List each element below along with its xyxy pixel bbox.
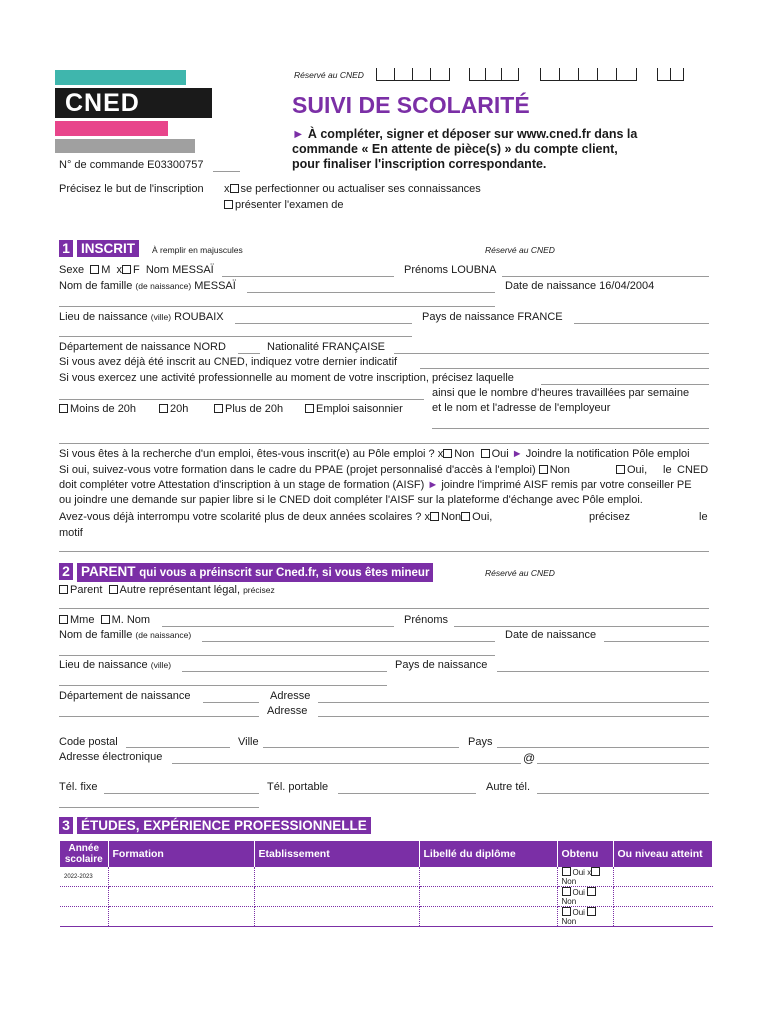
opt-20h-label: 20h bbox=[170, 403, 189, 415]
sexe-f-mark: x bbox=[116, 264, 122, 276]
cell-etablissement[interactable] bbox=[254, 867, 419, 887]
section1-hint: À remplir en majuscules bbox=[152, 245, 243, 255]
parent-date-line[interactable] bbox=[604, 641, 709, 642]
autre-precisez: précisez bbox=[243, 585, 275, 595]
obtenu-non-label: Non bbox=[561, 917, 577, 926]
parent-lieu-row bbox=[59, 659, 171, 671]
activite-line2[interactable] bbox=[59, 399, 424, 400]
etudes-header-row bbox=[60, 841, 713, 867]
email-at: @ bbox=[523, 751, 536, 765]
section1-title: INSCRIT bbox=[77, 240, 139, 257]
ppae-text: Si oui, suivez-vous votre formation dans le cadre du PPAE (projet personnalisé d'accès à l'emploi) bbox=[59, 464, 536, 476]
cell-obtenu bbox=[557, 907, 613, 927]
logo-teal-bar bbox=[55, 70, 186, 85]
cell-annee[interactable] bbox=[60, 887, 108, 907]
sexe-m-label: M bbox=[101, 264, 111, 276]
aisf-line1: doit compléter votre Attestation d'inscription à un stage de formation (AISF) ► joindre l'imprimé AISF remis par votre conseiller PE bbox=[59, 479, 692, 491]
opt-moins-20h[interactable] bbox=[59, 403, 136, 415]
obtenu-oui-checkbox[interactable] bbox=[562, 907, 571, 916]
table-row bbox=[60, 887, 713, 907]
nom-famille-line[interactable] bbox=[247, 292, 495, 293]
parent-lieu-hint: (ville) bbox=[150, 660, 172, 670]
opt-plus-20h-label: Plus de 20h bbox=[225, 403, 284, 415]
employeur-line2[interactable] bbox=[59, 443, 709, 444]
interrompu-question: Avez-vous déjà interrompu votre scolarité plus de deux années scolaires ? bbox=[59, 511, 422, 523]
obtenu-non-label: Non bbox=[561, 877, 577, 886]
employeur-text: et le nom et l'adresse de l'employeur bbox=[432, 402, 611, 414]
cell-etablissement[interactable] bbox=[254, 887, 419, 907]
cell-niveau[interactable] bbox=[613, 907, 713, 927]
parent-nom-famille-line2[interactable] bbox=[59, 655, 495, 656]
inscrit-prenoms: Prénoms LOUBNA bbox=[404, 264, 497, 276]
aisf-text-a: doit compléter votre Attestation d'inscription à un stage de formation (AISF) bbox=[59, 479, 425, 491]
parent-nom-famille-line[interactable] bbox=[202, 641, 495, 642]
interrompu-oui-checkbox[interactable] bbox=[461, 512, 470, 521]
parent-email-line2[interactable] bbox=[537, 763, 709, 764]
obtenu-non-mark: x bbox=[587, 868, 592, 877]
autre-label: Autre représentant légal, bbox=[119, 584, 241, 596]
parent-pays2-line[interactable] bbox=[497, 747, 709, 748]
purpose-opt2-checkbox[interactable] bbox=[224, 200, 233, 209]
nom-famille-line2[interactable] bbox=[59, 306, 495, 307]
parent-email-line[interactable] bbox=[172, 763, 521, 764]
opt-saisonnier[interactable] bbox=[305, 403, 403, 415]
parent-code-postal: Code postal bbox=[59, 736, 118, 748]
parent-checkbox[interactable] bbox=[59, 585, 68, 594]
sexe-m-checkbox[interactable] bbox=[90, 265, 99, 274]
obtenu-oui-checkbox[interactable] bbox=[562, 887, 571, 896]
order-line bbox=[213, 171, 240, 172]
cell-diplome[interactable] bbox=[419, 907, 557, 927]
nom-famille-hint: (de naissance) bbox=[135, 281, 192, 291]
mme-label: Mme bbox=[70, 614, 95, 626]
inscrit-departement: Département de naissance NORD bbox=[59, 341, 226, 353]
cell-obtenu bbox=[557, 887, 613, 907]
pays-line[interactable] bbox=[574, 323, 709, 324]
ppae-non-checkbox[interactable] bbox=[539, 465, 548, 474]
interrompu-row bbox=[59, 511, 709, 523]
parent-lieu-line2[interactable] bbox=[59, 685, 387, 686]
nom-famille-value: MESSAÏ bbox=[194, 280, 236, 292]
parent-adresse2-line[interactable] bbox=[318, 716, 709, 717]
cell-diplome[interactable] bbox=[419, 867, 557, 887]
parent-lieu-label: Lieu de naissance bbox=[59, 659, 148, 671]
pole-joindre: Joindre la notification Pôle emploi bbox=[525, 448, 690, 460]
section3-number: 3 bbox=[59, 817, 73, 834]
opt-20h-checkbox[interactable] bbox=[159, 404, 168, 413]
cell-diplome[interactable] bbox=[419, 887, 557, 907]
parent-nom-famille-label: Nom de famille bbox=[59, 629, 133, 641]
sexe-row bbox=[59, 264, 214, 276]
civilite-row bbox=[59, 614, 150, 626]
cell-formation[interactable] bbox=[108, 887, 254, 907]
cell-obtenu bbox=[557, 867, 613, 887]
pole-oui-label: Oui bbox=[491, 448, 509, 460]
parent-label: Parent bbox=[70, 584, 103, 596]
etudes-table bbox=[60, 841, 713, 927]
parent-code-postal-line[interactable] bbox=[126, 747, 230, 748]
aisf-line2: ou joindre une demande sur papier libre si le CNED doit compléter l'AISF sur la plateforme d'échange avec Pôle emploi. bbox=[59, 494, 643, 506]
section2-subtitle: qui vous a préinscrit sur Cned.fr, si vous êtes mineur bbox=[139, 567, 430, 579]
autre-tel-line[interactable] bbox=[537, 793, 709, 794]
parent-tel-fixe: Tél. fixe bbox=[59, 781, 98, 793]
parent-tel-portable: Tél. portable bbox=[267, 781, 329, 793]
lieu-row bbox=[59, 311, 224, 323]
parent-prenoms: Prénoms bbox=[404, 614, 449, 626]
parent-adresse1-line[interactable] bbox=[318, 702, 709, 703]
parent-adresse1: Adresse bbox=[270, 690, 311, 702]
obtenu-non-checkbox[interactable] bbox=[591, 867, 600, 876]
parent-departement-line[interactable] bbox=[203, 702, 259, 703]
col-diplome: Libellé du diplôme bbox=[419, 841, 557, 867]
heures-text: ainsi que le nombre d'heures travaillées par semaine bbox=[432, 387, 690, 399]
aisf-text-b: joindre l'imprimé AISF remis par votre conseiller PE bbox=[441, 479, 692, 491]
pole-non-mark: x bbox=[437, 448, 444, 460]
obtenu-oui-label: Oui bbox=[572, 868, 585, 877]
col-obtenu: Obtenu bbox=[557, 841, 613, 867]
obtenu-oui-label: Oui bbox=[572, 888, 585, 897]
motif-line[interactable] bbox=[59, 551, 709, 552]
sexe-label: Sexe bbox=[59, 264, 85, 276]
nom-line[interactable] bbox=[222, 276, 394, 277]
opt-saisonnier-checkbox[interactable] bbox=[305, 404, 314, 413]
parent-date-naissance: Date de naissance bbox=[505, 629, 597, 641]
interrompu-non-checkbox[interactable] bbox=[430, 512, 439, 521]
section2-title-text: PARENT bbox=[81, 564, 136, 579]
inscrit-pays: Pays de naissance FRANCE bbox=[422, 311, 563, 323]
ppae-row bbox=[59, 464, 709, 476]
nom-famille-label: Nom de famille bbox=[59, 280, 133, 292]
col-formation: Formation bbox=[108, 841, 254, 867]
lieu-hint: (ville) bbox=[150, 312, 172, 322]
interrompu-oui-label: Oui, bbox=[472, 511, 493, 523]
deja-inscrit-text: Si vous avez déjà été inscrit au CNED, indiquez votre dernier indicatif bbox=[59, 356, 398, 368]
parent-email: Adresse électronique bbox=[59, 751, 163, 763]
cned-logo bbox=[55, 88, 212, 118]
departement-line[interactable] bbox=[238, 353, 260, 354]
m-nom-label: M. Nom bbox=[111, 614, 151, 626]
lieu-line[interactable] bbox=[235, 323, 412, 324]
cell-niveau[interactable] bbox=[613, 887, 713, 907]
lieu-value: ROUBAIX bbox=[174, 311, 224, 323]
cell-formation[interactable] bbox=[108, 907, 254, 927]
opt-saisonnier-label: Emploi saisonnier bbox=[316, 403, 403, 415]
cell-etablissement[interactable] bbox=[254, 907, 419, 927]
page-title: SUIVI DE SCOLARITÉ bbox=[292, 92, 530, 118]
prenoms-line[interactable] bbox=[502, 276, 709, 277]
motif-label: motif bbox=[59, 527, 83, 539]
parent-pays-line[interactable] bbox=[497, 671, 709, 672]
autre-line[interactable] bbox=[59, 608, 709, 609]
parent-ville: Ville bbox=[238, 736, 259, 748]
parent-nom-famille-hint: (de naissance) bbox=[135, 630, 192, 640]
cell-formation[interactable] bbox=[108, 867, 254, 887]
table-row bbox=[60, 907, 713, 927]
purpose-opt2-label: présenter l'examen de bbox=[235, 199, 344, 211]
ppae-oui-label: Oui, bbox=[627, 464, 648, 476]
purpose-opt1[interactable] bbox=[224, 183, 481, 195]
inscrit-nationalite: Nationalité FRANÇAISE bbox=[267, 341, 385, 353]
m-checkbox[interactable] bbox=[101, 615, 110, 624]
parent-type-row bbox=[59, 584, 275, 596]
lieu-line2[interactable] bbox=[59, 336, 412, 337]
pole-non-label: Non bbox=[454, 448, 475, 460]
ppae-cned: CNED bbox=[677, 464, 709, 476]
autre-checkbox[interactable] bbox=[109, 585, 118, 594]
opt-moins-20h-label: Moins de 20h bbox=[70, 403, 137, 415]
opt-plus-20h[interactable] bbox=[214, 403, 283, 415]
parent-ville-line[interactable] bbox=[263, 747, 459, 748]
lieu-label: Lieu de naissance bbox=[59, 311, 148, 323]
cell-annee[interactable]: 2022-2023 bbox=[60, 867, 108, 887]
parent-prenoms-line[interactable] bbox=[454, 626, 709, 627]
sexe-f-label: F bbox=[133, 264, 140, 276]
section1-reserved: Réservé au CNED bbox=[485, 245, 555, 255]
col-etablissement: Etablissement bbox=[254, 841, 419, 867]
parent-adresse-line-left[interactable] bbox=[59, 716, 259, 717]
intro-line-1: À compléter, signer et déposer sur www.cned.fr dans la bbox=[307, 127, 638, 141]
pole-oui-checkbox[interactable] bbox=[481, 449, 490, 458]
interrompu-non-mark: x bbox=[424, 511, 430, 523]
cell-annee[interactable] bbox=[60, 907, 108, 927]
inscrit-date-naissance: Date de naissance 16/04/2004 bbox=[505, 280, 655, 292]
section1-number: 1 bbox=[59, 240, 73, 257]
purpose-opt2[interactable] bbox=[224, 199, 344, 211]
parent-nom-line[interactable] bbox=[162, 626, 394, 627]
opt-plus-20h-checkbox[interactable] bbox=[214, 404, 223, 413]
pole-non-checkbox[interactable] bbox=[443, 449, 452, 458]
intro-line-2: commande « En attente de pièce(s) » du compte client, bbox=[292, 142, 618, 156]
purpose-opt1-label: se perfectionner ou actualiser ses connaissances bbox=[240, 183, 481, 195]
reserved-boxes-4 bbox=[657, 68, 684, 81]
opt-20h[interactable] bbox=[159, 403, 188, 415]
intro-text: ► À compléter, signer et déposer sur www.cned.fr dans la commande « En attente de pièce(s) » du compte client, pour finaliser l'inscription correspondante. bbox=[292, 127, 638, 171]
ppae-oui-checkbox[interactable] bbox=[616, 465, 625, 474]
col-niveau: Ou niveau atteint bbox=[613, 841, 713, 867]
parent-pays: Pays de naissance bbox=[395, 659, 488, 671]
pole-emploi-row: Si vous êtes à la recherche d'un emploi, êtes-vous inscrit(e) au Pôle emploi ? x Non Oui ► Joindre la notification Pôle emploi bbox=[59, 448, 690, 460]
logo-pink-bar bbox=[55, 121, 168, 136]
col-annee: Année scolaire bbox=[60, 841, 108, 867]
interrompu-le: le bbox=[699, 511, 708, 523]
logo-gray-bar bbox=[55, 139, 195, 153]
reserved-boxes-3 bbox=[540, 68, 637, 81]
parent-departement: Département de naissance bbox=[59, 690, 191, 702]
purpose-opt1-checkbox[interactable] bbox=[230, 184, 239, 193]
section2-number: 2 bbox=[59, 563, 73, 580]
interrompu-non-label: Non bbox=[440, 511, 462, 523]
mme-checkbox[interactable] bbox=[59, 615, 68, 624]
interrompu-precisez: précisez bbox=[589, 511, 630, 523]
reserved-label: Réservé au CNED bbox=[294, 70, 364, 80]
logo-text: CNED bbox=[65, 89, 140, 117]
obtenu-non-label: Non bbox=[561, 897, 577, 906]
obtenu-non-checkbox[interactable] bbox=[587, 907, 596, 916]
nationalite-line[interactable] bbox=[394, 353, 709, 354]
intro-line-3: pour finaliser l'inscription correspondante. bbox=[292, 157, 547, 171]
tel-fixe-line2[interactable] bbox=[59, 807, 259, 808]
tel-fixe-line[interactable] bbox=[104, 793, 259, 794]
deja-inscrit-line[interactable] bbox=[420, 368, 709, 369]
purpose-opt1-mark: x bbox=[224, 183, 230, 195]
activite-line[interactable] bbox=[541, 384, 709, 385]
tel-portable-line[interactable] bbox=[338, 793, 476, 794]
parent-adresse2: Adresse bbox=[267, 705, 308, 717]
parent-pays2: Pays bbox=[468, 736, 493, 748]
pole-emploi-question: Si vous êtes à la recherche d'un emploi, êtes-vous inscrit(e) au Pôle emploi ? bbox=[59, 448, 435, 460]
nom-famille-row bbox=[59, 280, 236, 292]
cell-niveau[interactable] bbox=[613, 867, 713, 887]
activite-text: Si vous exercez une activité professionnelle au moment de votre inscription, précisez laquelle bbox=[59, 372, 514, 384]
opt-moins-20h-checkbox[interactable] bbox=[59, 404, 68, 413]
obtenu-oui-checkbox[interactable] bbox=[562, 867, 571, 876]
parent-lieu-line[interactable] bbox=[182, 671, 387, 672]
employeur-line[interactable] bbox=[432, 428, 709, 429]
section2-title bbox=[77, 563, 433, 582]
parent-nom-famille-row bbox=[59, 629, 191, 641]
obtenu-non-checkbox[interactable] bbox=[587, 887, 596, 896]
parent-autre-tel: Autre tél. bbox=[486, 781, 531, 793]
reserved-boxes-1 bbox=[376, 68, 450, 81]
reserved-boxes-2 bbox=[469, 68, 519, 81]
obtenu-oui-label: Oui bbox=[572, 908, 585, 917]
inscrit-nom: Nom MESSAÏ bbox=[145, 264, 214, 276]
sexe-f-checkbox[interactable] bbox=[122, 265, 131, 274]
order-number: N° de commande E03300757 bbox=[59, 159, 204, 171]
section2-reserved: Réservé au CNED bbox=[485, 568, 555, 578]
ppae-non-label: Non bbox=[549, 464, 570, 476]
table-row bbox=[60, 867, 713, 887]
purpose-label: Précisez le but de l'inscription bbox=[59, 183, 204, 195]
section3-title: ÉTUDES, EXPÉRIENCE PROFESSIONNELLE bbox=[77, 817, 371, 834]
ppae-le: le bbox=[663, 464, 672, 476]
